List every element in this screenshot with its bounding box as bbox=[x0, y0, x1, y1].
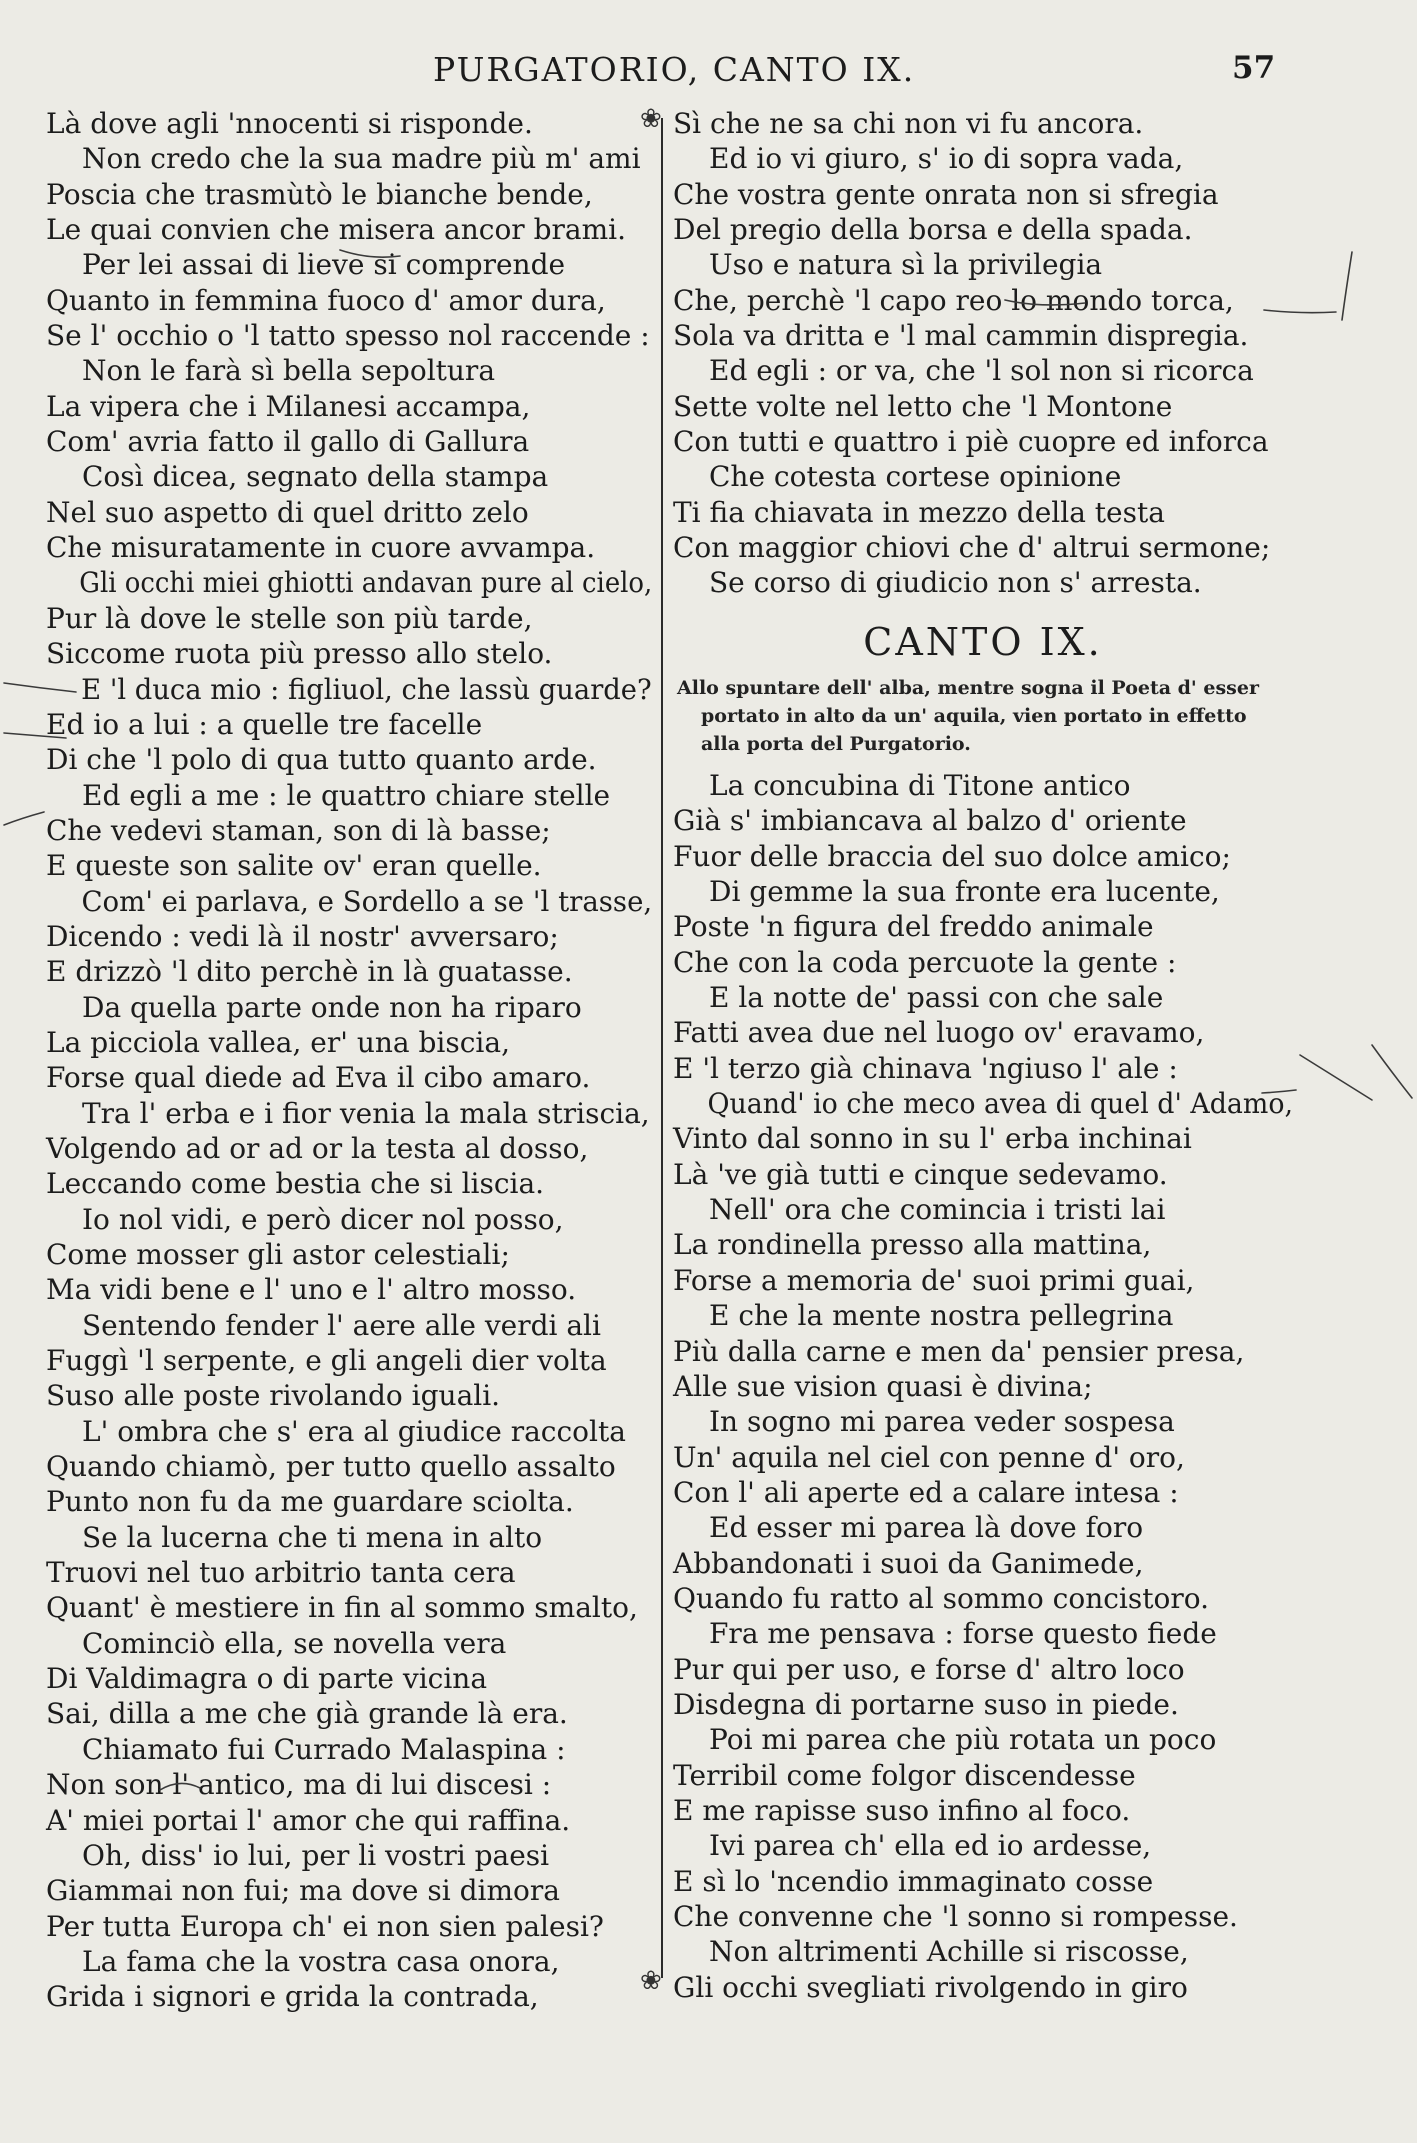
verse-line: Uso e natura sì la privilegia bbox=[709, 248, 1103, 282]
verse-line: E drizzò 'l dito perchè in là guatasse. bbox=[46, 955, 573, 989]
argument-line: alla porta del Purgatorio. bbox=[701, 733, 971, 755]
verse-line: Abbandonati i suoi da Ganimede, bbox=[673, 1546, 1144, 1580]
verse-line: Suso alle poste rivolando iguali. bbox=[46, 1379, 501, 1413]
verse-line: Ed esser mi parea là dove foro bbox=[709, 1511, 1144, 1545]
argument-line: portato in alto da un' aquila, vien portato in effetto bbox=[701, 705, 1247, 727]
page-number: 57 bbox=[1232, 50, 1276, 86]
margin-pencil-mark bbox=[1372, 1045, 1412, 1098]
verse-line: E me rapisse suso infino al foco. bbox=[673, 1793, 1131, 1827]
verse-line: Fatti avea due nel luogo ov' eravamo, bbox=[673, 1016, 1205, 1050]
verse-line: Non altrimenti Achille si riscosse, bbox=[709, 1935, 1189, 1969]
verse-line: E 'l terzo già chinava 'ngiuso l' ale : bbox=[673, 1051, 1178, 1085]
verse-line: Poscia che trasmùtò le bianche bende, bbox=[46, 177, 593, 211]
verse-line: Che, perchè 'l capo reo lo mondo torca, bbox=[673, 283, 1234, 317]
verse-line: Quando chiamò, per tutto quello assalto bbox=[46, 1450, 616, 1484]
running-header bbox=[0, 50, 1417, 94]
verse-line: Di gemme la sua fronte era lucente, bbox=[709, 875, 1220, 909]
verse-line: Fra me pensava : forse questo fiede bbox=[709, 1617, 1217, 1651]
verse-line: Quando fu ratto al sommo concistoro. bbox=[673, 1581, 1210, 1615]
verse-line: La picciola vallea, er' una biscia, bbox=[46, 1025, 510, 1059]
verse-line: Quant' è mestiere in fin al sommo smalto, bbox=[46, 1591, 638, 1625]
verse-line: Quand' io che meco avea di quel d' Adamo, bbox=[707, 1087, 1294, 1121]
verse-line: Là dove agli 'nnocenti si risponde. bbox=[46, 107, 533, 140]
verse-line: Sentendo fender l' aere alle verdi ali bbox=[82, 1308, 601, 1342]
verse-line: Così dicea, segnato della stampa bbox=[82, 460, 549, 494]
verse-line: Leccando come bestia che si liscia. bbox=[46, 1167, 545, 1201]
margin-pencil-mark bbox=[1342, 252, 1352, 320]
verse-line: Io nol vidi, e però dicer nol posso, bbox=[82, 1202, 564, 1236]
verse-line: Di Valdimagra o di parte vicina bbox=[46, 1662, 488, 1696]
verse-line: Sette volte nel letto che 'l Montone bbox=[673, 389, 1173, 423]
verse-line: Chiamato fui Currado Malaspina : bbox=[82, 1732, 566, 1766]
verse-line: Che cotesta cortese opinione bbox=[709, 460, 1122, 494]
verse-line: Che vostra gente onrata non si sfregia bbox=[673, 177, 1219, 211]
verse-line: Di che 'l polo di qua tutto quanto arde. bbox=[46, 743, 597, 777]
verse-line: L' ombra che s' era al giudice raccolta bbox=[82, 1414, 626, 1448]
verse-line: Come mosser gli astor celestiali; bbox=[46, 1238, 510, 1271]
margin-pencil-mark bbox=[1300, 1055, 1372, 1100]
verse-line: La rondinella presso alla mattina, bbox=[673, 1228, 1152, 1262]
fleuron-ornament-icon: ❀ bbox=[640, 1966, 662, 1996]
margin-pencil-mark bbox=[4, 812, 44, 825]
verse-line: Sola va dritta e 'l mal cammin dispregia. bbox=[673, 319, 1249, 353]
verse-line: Ma vidi bene e l' uno e l' altro mosso. bbox=[46, 1273, 577, 1307]
verse-line: Volgendo ad or ad or la testa al dosso, bbox=[46, 1131, 589, 1165]
verse-line: Disdegna di portarne suso in piede. bbox=[673, 1687, 1179, 1721]
verse-line: Pur là dove le stelle son più tarde, bbox=[46, 601, 533, 635]
verse-line: Oh, diss' io lui, per li vostri paesi bbox=[82, 1838, 550, 1872]
verse-line: Sì che ne sa chi non vi fu ancora. bbox=[673, 107, 1144, 140]
verse-line: Già s' imbiancava al balzo d' oriente bbox=[673, 804, 1187, 838]
verse-line: La concubina di Titone antico bbox=[709, 769, 1131, 802]
verse-line: Siccome ruota più presso allo stelo. bbox=[46, 637, 553, 671]
running-title: PURGATORIO, CANTO IX. bbox=[433, 50, 916, 89]
verse-line: Vinto dal sonno in su l' erba inchinai bbox=[673, 1122, 1192, 1156]
verse-line: Che vedevi staman, son di là basse; bbox=[46, 813, 551, 847]
left-verse-column bbox=[46, 106, 652, 2015]
verse-line: Com' avria fatto il gallo di Gallura bbox=[46, 425, 530, 459]
verse-line: Per lei assai di lieve si comprende bbox=[82, 248, 566, 282]
argument-line: Allo spuntare dell' alba, mentre sogna il Poeta d' esser bbox=[677, 677, 1259, 699]
verse-line: Fuor delle braccia del suo dolce amico; bbox=[673, 839, 1231, 873]
verse-line: Ivi parea ch' ella ed io ardesse, bbox=[709, 1829, 1152, 1863]
verse-line: Con maggior chiovi che d' altrui sermone; bbox=[673, 531, 1271, 565]
verse-line: Un' aquila nel ciel con penne d' oro, bbox=[673, 1440, 1185, 1474]
verse-line: Quanto in femmina fuoco d' amor dura, bbox=[46, 283, 606, 317]
verse-line: Se corso di giudicio non s' arresta. bbox=[709, 566, 1202, 600]
verse-line: Più dalla carne e men da' pensier presa, bbox=[673, 1334, 1245, 1368]
verse-line: Giammai non fui; ma dove si dimora bbox=[46, 1874, 560, 1908]
canto-argument bbox=[677, 674, 1289, 758]
verse-line: Ed io vi giuro, s' io di sopra vada, bbox=[709, 142, 1184, 176]
verse-line: Se l' occhio o 'l tatto spesso nol raccende : bbox=[46, 319, 650, 353]
verse-line: Grida i signori e grida la contrada, bbox=[46, 1980, 539, 2014]
right-verse-column-bottom bbox=[673, 768, 1293, 2005]
verse-line: Con tutti e quattro i piè cuopre ed inforca bbox=[673, 425, 1269, 459]
verse-line: Tra l' erba e i fior venia la mala striscia, bbox=[82, 1096, 650, 1130]
right-verse-column-top bbox=[673, 106, 1293, 601]
verse-line: La fama che la vostra casa onora, bbox=[82, 1944, 560, 1978]
verse-line: Non le farà sì bella sepoltura bbox=[82, 354, 496, 388]
verse-line: E che la mente nostra pellegrina bbox=[709, 1299, 1174, 1333]
verse-line: Fuggì 'l serpente, e gli angeli dier volta bbox=[46, 1344, 607, 1378]
verse-line: Truovi nel tuo arbitrio tanta cera bbox=[46, 1556, 516, 1590]
verse-line: Poi mi parea che più rotata un poco bbox=[709, 1723, 1217, 1757]
verse-line: Per tutta Europa ch' ei non sien palesi? bbox=[46, 1909, 604, 1943]
verse-line: Poste 'n figura del freddo animale bbox=[673, 910, 1154, 944]
verse-line: La vipera che i Milanesi accampa, bbox=[46, 389, 531, 423]
verse-line: Cominciò ella, se novella vera bbox=[82, 1626, 507, 1660]
verse-line: Ed io a lui : a quelle tre facelle bbox=[46, 707, 483, 741]
verse-line: Terribil come folgor discendesse bbox=[673, 1758, 1136, 1792]
column-divider bbox=[661, 118, 663, 1978]
verse-line: Da quella parte onde non ha riparo bbox=[82, 990, 582, 1024]
verse-line: Non son l' antico, ma di lui discesi : bbox=[46, 1768, 552, 1802]
verse-line: Dicendo : vedi là il nostr' avversaro; bbox=[46, 919, 559, 953]
verse-line: Com' ei parlava, e Sordello a se 'l trasse, bbox=[81, 884, 653, 918]
verse-line: A' miei portai l' amor che qui raffina. bbox=[46, 1803, 571, 1837]
verse-line: Del pregio della borsa e della spada. bbox=[673, 213, 1193, 247]
verse-line: In sogno mi parea veder sospesa bbox=[709, 1405, 1175, 1439]
verse-line: Pur qui per uso, e forse d' altro loco bbox=[673, 1652, 1185, 1686]
verse-line: E queste son salite ov' eran quelle. bbox=[46, 849, 542, 883]
verse-line: Punto non fu da me guardare sciolta. bbox=[46, 1485, 574, 1519]
verse-line: Sai, dilla a me che già grande là era. bbox=[46, 1697, 568, 1731]
verse-line: Forse qual diede ad Eva il cibo amaro. bbox=[46, 1061, 591, 1095]
canto-heading: CANTO IX. bbox=[863, 620, 1103, 664]
verse-line: Alle sue vision quasi è divina; bbox=[673, 1369, 1093, 1403]
verse-line: Non credo che la sua madre più m' ami bbox=[82, 142, 641, 176]
verse-line: Nel suo aspetto di quel dritto zelo bbox=[46, 495, 529, 529]
verse-line: Gli occhi miei ghiotti andavan pure al cielo, bbox=[79, 566, 653, 600]
verse-line: Le quai convien che misera ancor brami. bbox=[46, 213, 626, 247]
verse-line: Forse a memoria de' suoi primi guai, bbox=[673, 1263, 1195, 1297]
verse-line: Con l' ali aperte ed a calare intesa : bbox=[673, 1475, 1179, 1509]
verse-line: E sì lo 'ncendio immaginato cosse bbox=[673, 1864, 1154, 1898]
verse-line: Ed egli : or va, che 'l sol non si ricorca bbox=[709, 354, 1254, 388]
verse-line: Se la lucerna che ti mena in alto bbox=[82, 1520, 543, 1554]
verse-line: E 'l duca mio : figliuol, che lassù guarde? bbox=[81, 672, 652, 706]
verse-line: Nell' ora che comincia i tristi lai bbox=[709, 1193, 1166, 1227]
verse-line: E la notte de' passi con che sale bbox=[709, 981, 1164, 1015]
fleuron-ornament-icon: ❀ bbox=[640, 104, 662, 134]
verse-line: Là 've già tutti e cinque sedevamo. bbox=[673, 1157, 1168, 1191]
verse-line: Che misuratamente in cuore avvampa. bbox=[46, 531, 596, 565]
verse-line: Che con la coda percuote la gente : bbox=[673, 945, 1177, 979]
verse-line: Ed egli a me : le quattro chiare stelle bbox=[82, 778, 611, 812]
verse-line: Che convenne che 'l sonno si rompesse. bbox=[673, 1900, 1238, 1933]
verse-line: Gli occhi svegliati rivolgendo in giro bbox=[673, 1970, 1188, 2004]
verse-line: Ti fia chiavata in mezzo della testa bbox=[673, 495, 1165, 529]
